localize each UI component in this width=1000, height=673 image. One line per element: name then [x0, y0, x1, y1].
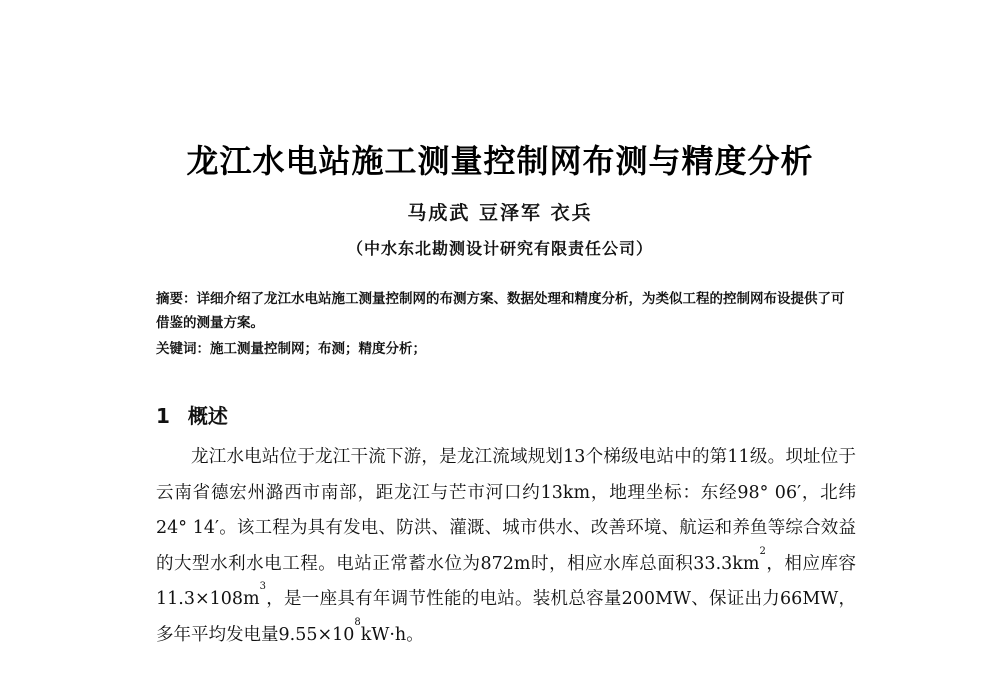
body-text-part4: kW·h。 [360, 624, 424, 645]
superscript-area: 2 [759, 545, 766, 557]
paper-title: 龙江水电站施工测量控制网布测与精度分析 [186, 142, 814, 180]
authors: 马成武 豆泽军 衣兵 [407, 202, 593, 224]
abstract [156, 287, 856, 335]
section-title: 概述 [187, 404, 228, 428]
superscript-power: 8 [354, 616, 361, 628]
section-number: 1 [156, 404, 170, 428]
section-heading [156, 400, 228, 429]
affiliation: （中水东北勘测设计研究有限责任公司） [346, 239, 653, 258]
body-paragraph [156, 440, 856, 653]
abstract-label: 摘要： [156, 291, 197, 307]
body-text-part3: ，是一座具有年调节性能的电站。装机总容量200MW、保证出力66MW，多年平均发电量9.55×10 [156, 589, 856, 645]
body-text-part1: 龙江水电站位于龙江干流下游，是龙江流域规划13个梯级电站中的第11级。坝址位于云南省德宏州潞西市南部，距龙江与芒市河口约13km，地理坐标：东经98° 06′，北纬24° 14′。该工程为具有发电、防洪、灌溉、城市供水、改善环境、航运和养鱼等综合效益的大型水利水电工程。电站正常蓄水位为872m时，相应水库总面积33.3km [156, 447, 856, 574]
keywords [156, 337, 856, 357]
superscript-volume: 3 [259, 581, 266, 592]
abstract-text: 详细介绍了龙江水电站施工测量控制网的布测方案、数据处理和精度分析，为类似工程的控制网布设提供了可借鉴的测量方案。 [156, 291, 845, 331]
keywords-label: 关键词： [156, 341, 210, 357]
keywords-text: 施工测量控制网；布测；精度分析； [210, 341, 426, 357]
body-text-part2: ，相应库容11.3×108m [156, 553, 856, 609]
